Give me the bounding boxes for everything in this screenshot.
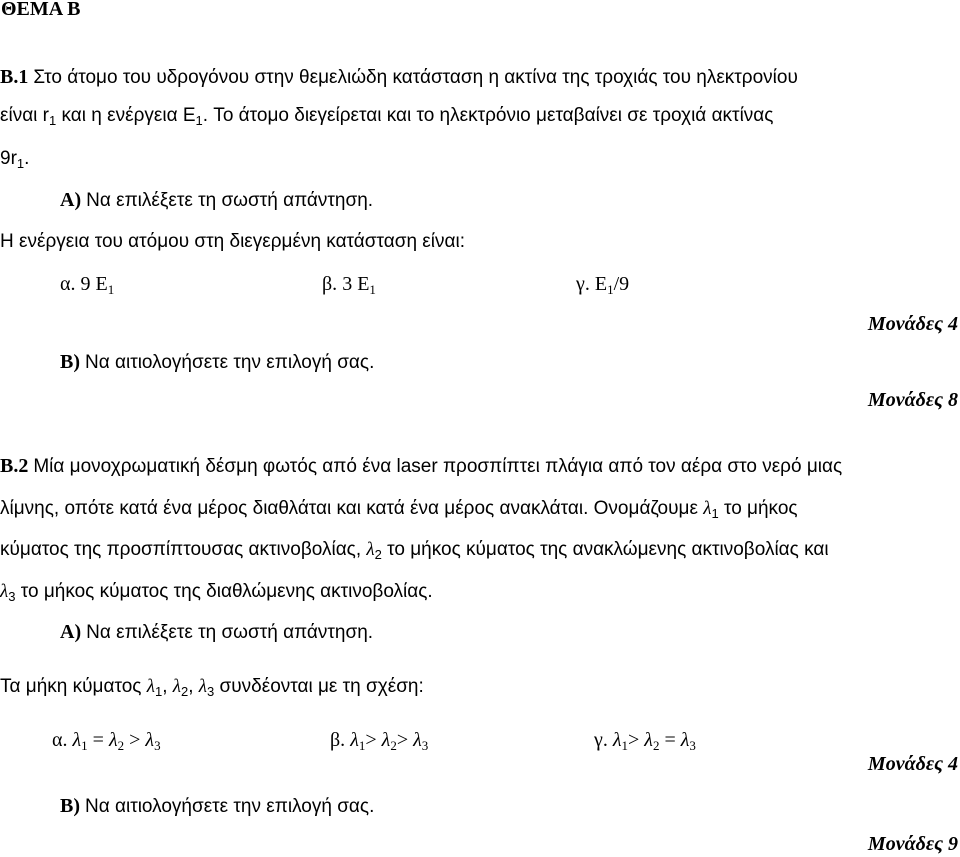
b1-line-1 — [0, 65, 798, 90]
b1-question: Η ενέργεια του ατόμου στη διεγερμένη κατάσταση είναι: — [0, 231, 465, 252]
b2-line-1: Β.2 Μία μονοχρωματική δέσμη φωτός από ένα laser προσπίπτει πλάγια από τον αέρα στο νερό μιας — [0, 455, 843, 477]
b1-text-1: Στο άτομο του υδρογόνου στην θεμελιώδη κατάσταση η ακτίνα της τροχιάς του ηλεκτρονίου — [33, 67, 798, 88]
b2-option-b: β. $\lambda_1> \lambda_2> \lambda_3$ — [330, 729, 429, 753]
b2-marks-a: Μονάδες 4 — [867, 753, 958, 775]
b2-line-3: κύματος της προσπίπτουσας ακτινοβολίας, $\lambda_2$ το μήκος κύματος της ανακλώμενης ακτινοβολίας και — [0, 539, 829, 562]
b1-label: Β.1 — [0, 66, 29, 88]
b2-question: Τα μήκη κύματος $\lambda_1$, $\lambda_2$, $\lambda_3$ συνδέονται με τη σχέση: — [0, 676, 424, 699]
b1-option-b: β. 3 $E_1$ — [322, 273, 376, 297]
b1-text-2b: και η ενέργεια E — [61, 105, 196, 126]
b2-part-b: Β) Να αιτιολογήσετε την επιλογή σας. — [60, 795, 375, 817]
b2-option-c: γ. $\lambda_1> \lambda_2 = \lambda_3$ — [594, 729, 696, 753]
b2-part-a: Α) Να επιλέξετε τη σωστή απάντηση. — [60, 621, 374, 643]
b1-part-a: Α) Να επιλέξετε τη σωστή απάντηση. — [60, 189, 374, 211]
section-heading: ΘΕΜΑ Β — [1, 0, 81, 20]
b1-text-2c: . Το άτομο διεγείρεται και το ηλεκτρόνιο μεταβαίνει σε τροχιά ακτίνας — [202, 105, 774, 126]
b1-marks-b: Μονάδες 8 — [867, 389, 958, 411]
b1-line-3: $9r_1$. — [0, 148, 30, 171]
b2-marks-b: Μονάδες 9 — [867, 833, 958, 855]
b1-option-a: α. 9 $E_1$ — [60, 273, 115, 297]
b1-part-b: Β) Να αιτιολογήσετε την επιλογή σας. — [60, 351, 375, 373]
b1-text-2a: είναι r — [0, 105, 50, 126]
b1-option-c: γ. $E_1/9$ — [576, 273, 630, 297]
b2-line-2: λίμνης, οπότε κατά ένα μέρος διαθλάται και κατά ένα μέρος ανακλάται. Ονομάζουμε $\lambda_1$ το μήκος — [0, 498, 798, 521]
b2-option-a: α. $\lambda_1 = \lambda_2 > \lambda_3$ — [52, 729, 161, 753]
b1-marks-a: Μονάδες 4 — [867, 313, 958, 335]
b2-line-4: $\lambda_3$ το μήκος κύματος της διαθλώμενης ακτινοβολίας. — [0, 581, 433, 604]
b2-label: Β.2 — [0, 455, 29, 477]
b1-line-2: είναι $r_1$ και η ενέργεια $E_1$. Το άτομο διεγείρεται και το ηλεκτρόνιο μεταβαίνει σε τροχιά ακτίνας — [0, 105, 774, 128]
